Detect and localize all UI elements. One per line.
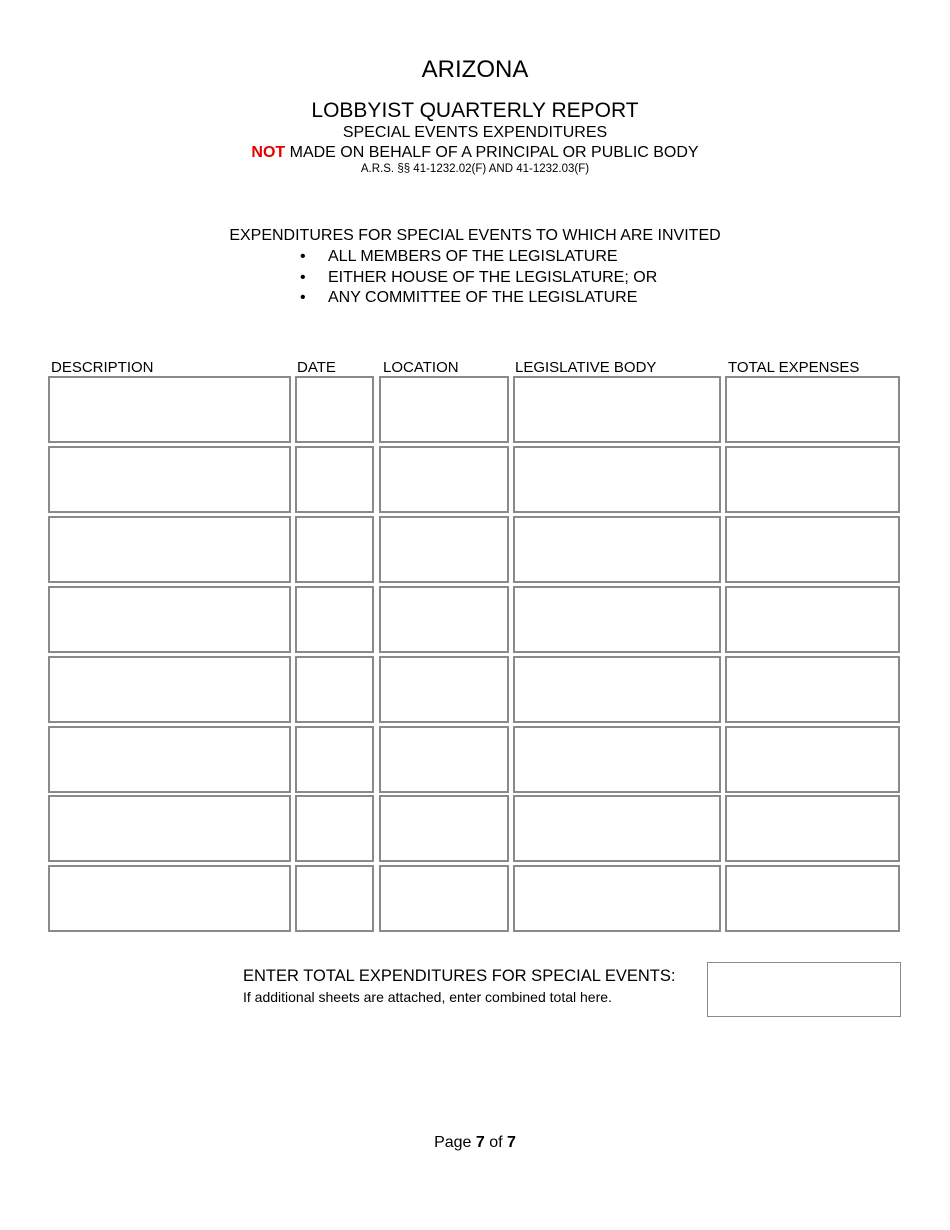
bullet-icon: • [300,268,306,286]
cell-description-field[interactable] [48,656,291,723]
report-title: LOBBYIST QUARTERLY REPORT [311,99,639,122]
cell-location-field[interactable] [379,376,509,443]
cell-description-field[interactable] [48,516,291,583]
cell-location-field[interactable] [379,726,509,793]
cell-date-field[interactable] [295,795,374,862]
cell-total-expenses-field[interactable] [725,376,900,443]
cell-description-field[interactable] [48,376,291,443]
column-header-legislative-body: LEGISLATIVE BODY [515,359,657,376]
cell-total-expenses-field[interactable] [725,586,900,653]
total-label: ENTER TOTAL EXPENDITURES FOR SPECIAL EVENTS: [243,967,676,985]
list-item: • ANY COMMITTEE OF THE LEGISLATURE [300,289,638,306]
invitee-list [300,247,657,309]
cell-location-field[interactable] [379,516,509,583]
subtitle-2-text: MADE ON BEHALF OF A PRINCIPAL OR PUBLIC BODY [285,144,699,161]
not-emphasis: NOT [251,144,286,161]
list-item: • EITHER HOUSE OF THE LEGISLATURE; OR [300,268,658,286]
cell-total-expenses-field[interactable] [725,865,900,932]
cell-date-field[interactable] [295,726,374,793]
cell-date-field[interactable] [295,656,374,723]
cell-total-expenses-field[interactable] [725,726,900,793]
cell-total-expenses-field[interactable] [725,795,900,862]
state-title: ARIZONA [421,56,529,83]
bullet-icon: • [300,248,306,265]
cell-location-field[interactable] [379,656,509,723]
column-header-description: DESCRIPTION [51,359,154,376]
cell-legislative-body-field[interactable] [513,516,721,583]
cell-location-field[interactable] [379,795,509,862]
intro-text: EXPENDITURES FOR SPECIAL EVENTS TO WHICH ARE INVITED [229,227,721,244]
cell-date-field[interactable] [295,446,374,513]
total-expenditures-field[interactable] [707,962,901,1017]
cell-location-field[interactable] [379,586,509,653]
cell-legislative-body-field[interactable] [513,586,721,653]
cell-date-field[interactable] [295,376,374,443]
cell-date-field[interactable] [295,865,374,932]
cell-location-field[interactable] [379,446,509,513]
cell-total-expenses-field[interactable] [725,656,900,723]
report-subtitle: SPECIAL EVENTS EXPENDITURES [342,124,608,141]
cell-legislative-body-field[interactable] [513,726,721,793]
cell-description-field[interactable] [48,726,291,793]
cell-location-field[interactable] [379,865,509,932]
cell-legislative-body-field[interactable] [513,376,721,443]
cell-date-field[interactable] [295,586,374,653]
page-number: Page 7 of 7 [434,1134,516,1151]
cell-legislative-body-field[interactable] [513,446,721,513]
statute-reference: A.R.S. §§ 41-1232.02(F) AND 41-1232.03(F) [360,163,590,175]
cell-description-field[interactable] [48,446,291,513]
column-header-date: DATE [297,359,336,376]
cell-legislative-body-field[interactable] [513,865,721,932]
bullet-icon: • [300,289,306,306]
cell-description-field[interactable] [48,795,291,862]
total-note: If additional sheets are attached, enter combined total here. [243,989,612,1005]
cell-total-expenses-field[interactable] [725,516,900,583]
cell-legislative-body-field[interactable] [513,656,721,723]
cell-description-field[interactable] [48,586,291,653]
report-subtitle-2 [0,144,950,162]
column-header-total-expenses: TOTAL EXPENSES [728,359,860,376]
column-header-location: LOCATION [383,359,459,376]
list-item: • ALL MEMBERS OF THE LEGISLATURE [300,248,618,265]
cell-legislative-body-field[interactable] [513,795,721,862]
cell-total-expenses-field[interactable] [725,446,900,513]
cell-date-field[interactable] [295,516,374,583]
cell-description-field[interactable] [48,865,291,932]
